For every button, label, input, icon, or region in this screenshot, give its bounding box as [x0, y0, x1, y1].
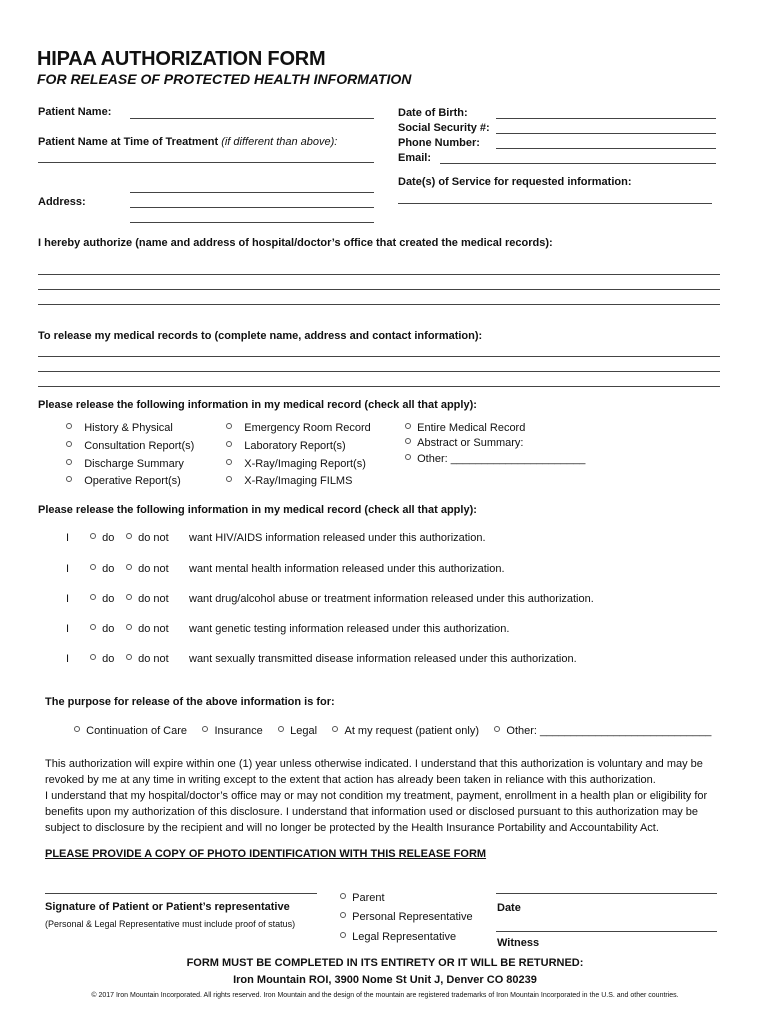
- patient-name-label: Patient Name:: [38, 106, 112, 118]
- do-not-option[interactable]: do not: [126, 532, 169, 544]
- patient-name-field[interactable]: [130, 118, 374, 119]
- checkbox-icon: [278, 726, 284, 732]
- checkbox-icon: [126, 654, 132, 660]
- witness-label: Witness: [497, 937, 540, 949]
- checkbox-icon: [66, 459, 72, 465]
- do-option[interactable]: do: [90, 653, 114, 665]
- date-field[interactable]: [496, 893, 717, 894]
- copyright-text: © 2017 Iron Mountain Incorporated. All rights reserved. Iron Mountain and the design of the mountain are registered trademarks of Iron Mountain Incorporated in the U.S. and other countries.: [91, 992, 679, 999]
- checkbox-icon: [90, 654, 96, 660]
- checkbox-entire-record[interactable]: Entire Medical Record: [405, 422, 525, 434]
- authorize-field-1[interactable]: [38, 274, 720, 275]
- role-personal-representative[interactable]: Personal Representative: [340, 911, 473, 923]
- purpose-legal[interactable]: Legal: [278, 725, 317, 737]
- return-address: Iron Mountain ROI, 3900 Nome St Unit J, Denver CO 80239: [233, 974, 537, 986]
- dob-field[interactable]: [496, 118, 716, 119]
- checkbox-icon: [90, 564, 96, 570]
- do-option[interactable]: do: [90, 563, 114, 575]
- patient-name-at-treatment-label: Patient Name at Time of Treatment (if different than above):: [38, 136, 338, 148]
- dob-label: Date of Birth:: [398, 107, 468, 119]
- checkbox-history-physical[interactable]: History & Physical: [66, 422, 173, 434]
- role-legal-representative[interactable]: Legal Representative: [340, 931, 456, 943]
- checkbox-icon: [340, 932, 346, 938]
- release-to-field-1[interactable]: [38, 356, 720, 357]
- checkbox-icon: [340, 893, 346, 899]
- sensitive-row-text: want mental health information released under this authorization.: [189, 563, 505, 575]
- date-label: Date: [497, 902, 521, 914]
- authorize-field-2[interactable]: [38, 289, 720, 290]
- checkbox-icon: [90, 533, 96, 539]
- purpose-options: [74, 725, 711, 737]
- do-not-option[interactable]: do not: [126, 653, 169, 665]
- do-not-option[interactable]: do not: [126, 563, 169, 575]
- checkbox-operative[interactable]: Operative Report(s): [66, 475, 181, 487]
- checkbox-icon: [66, 476, 72, 482]
- do-option[interactable]: do: [90, 623, 114, 635]
- checkbox-consultation[interactable]: Consultation Report(s): [66, 440, 194, 452]
- do-not-option[interactable]: do not: [126, 623, 169, 635]
- purpose-at-my-request[interactable]: At my request (patient only): [332, 725, 479, 737]
- checkbox-icon: [126, 594, 132, 600]
- address-field-2[interactable]: [130, 207, 374, 208]
- release-info-heading: Please release the following information in my medical record (check all that apply):: [38, 399, 477, 411]
- checkbox-icon: [66, 423, 72, 429]
- purpose-continuation-of-care[interactable]: Continuation of Care: [74, 725, 187, 737]
- sensitive-row: I do do not want mental health information released under this authorization.: [66, 563, 505, 575]
- sensitive-row: I do do not want sexually transmitted disease information released under this authorization.: [66, 653, 577, 665]
- do-option[interactable]: do: [90, 593, 114, 605]
- checkbox-icon: [405, 454, 411, 460]
- signature-label: Signature of Patient or Patient’s representative: [45, 901, 290, 913]
- photo-id-notice: PLEASE PROVIDE A COPY OF PHOTO IDENTIFICATION WITH THIS RELEASE FORM: [45, 848, 487, 860]
- do-not-option[interactable]: do not: [126, 593, 169, 605]
- authorize-field-3[interactable]: [38, 304, 720, 305]
- email-field[interactable]: [440, 163, 716, 164]
- completion-notice: FORM MUST BE COMPLETED IN ITS ENTIRETY OR IT WILL BE RETURNED:: [186, 957, 584, 969]
- address-field-3[interactable]: [130, 222, 374, 223]
- checkbox-icon: [226, 423, 232, 429]
- sensitive-info-heading: Please release the following information in my medical record (check all that apply):: [38, 504, 477, 516]
- release-to-field-2[interactable]: [38, 371, 720, 372]
- address-label: Address:: [38, 196, 86, 208]
- checkbox-icon: [226, 441, 232, 447]
- checkbox-icon: [405, 438, 411, 444]
- consent-paragraph-2: I understand that my hospital/doctor’s office may or may not condition my treatment, payment, enrollment in a health plan or eligibility for benefits upon my authorization of this disclosure. I understand that information used or disclosed pursuant to this authorization may be subject to disclosure by the recipient and will no longer be protected by the Health Insurance Portability and Accountability Act.: [45, 790, 708, 834]
- checkbox-icon: [126, 533, 132, 539]
- checkbox-icon: [90, 594, 96, 600]
- checkbox-icon: [226, 476, 232, 482]
- checkbox-icon: [126, 564, 132, 570]
- checkbox-icon: [494, 726, 500, 732]
- sensitive-row: I do do not want drug/alcohol abuse or treatment information released under this authorization.: [66, 593, 594, 605]
- checkbox-icon: [332, 726, 338, 732]
- email-label: Email:: [398, 152, 432, 164]
- sensitive-row-text: want sexually transmitted disease information released under this authorization.: [189, 653, 577, 665]
- consent-text: [45, 756, 735, 836]
- phone-field[interactable]: [496, 148, 716, 149]
- checkbox-icon: [90, 624, 96, 630]
- form-title: HIPAA AUTHORIZATION FORM: [37, 48, 326, 70]
- consent-paragraph-1: This authorization will expire within one (1) year unless otherwise indicated. I understand that this authorization is voluntary and may be revoked by me at any time in writing except to the extent that action has already been taken in reliance with this authorization.: [45, 758, 703, 786]
- checkbox-xray-report[interactable]: X-Ray/Imaging Report(s): [226, 458, 366, 470]
- checkbox-discharge[interactable]: Discharge Summary: [66, 458, 184, 470]
- purpose-heading: The purpose for release of the above information is for:: [45, 696, 335, 708]
- service-dates-label: Date(s) of Service for requested information:: [398, 176, 632, 188]
- witness-field[interactable]: [496, 931, 717, 932]
- service-dates-field[interactable]: [398, 203, 712, 204]
- sensitive-row: I do do not want genetic testing information released under this authorization.: [66, 623, 510, 635]
- purpose-other[interactable]: Other: ____________________________: [494, 725, 711, 737]
- do-option[interactable]: do: [90, 532, 114, 544]
- patient-name-at-treatment-field[interactable]: [38, 162, 374, 163]
- checkbox-emergency-room[interactable]: Emergency Room Record: [226, 422, 371, 434]
- checkbox-xray-films[interactable]: X-Ray/Imaging FILMS: [226, 475, 352, 487]
- form-subtitle: FOR RELEASE OF PROTECTED HEALTH INFORMATION: [37, 71, 412, 87]
- release-to-label: To release my medical records to (complete name, address and contact information):: [38, 330, 483, 342]
- address-field-1[interactable]: [130, 192, 374, 193]
- checkbox-icon: [66, 441, 72, 447]
- checkbox-icon: [405, 423, 411, 429]
- signature-note: (Personal & Legal Representative must include proof of status): [45, 919, 296, 929]
- authorize-label: I hereby authorize (name and address of hospital/doctor’s office that created the medical records):: [38, 237, 553, 249]
- sensitive-row-text: want HIV/AIDS information released under this authorization.: [189, 532, 486, 544]
- checkbox-icon: [74, 726, 80, 732]
- checkbox-laboratory[interactable]: Laboratory Report(s): [226, 440, 346, 452]
- checkbox-other[interactable]: Other: ______________________: [405, 453, 585, 465]
- checkbox-icon: [202, 726, 208, 732]
- checkbox-icon: [340, 912, 346, 918]
- checkbox-icon: [226, 459, 232, 465]
- ssn-label: Social Security #:: [398, 122, 490, 134]
- signature-field[interactable]: [45, 893, 317, 894]
- checkbox-abstract-summary[interactable]: Abstract or Summary:: [405, 437, 523, 449]
- sensitive-row-text: want genetic testing information released under this authorization.: [189, 623, 510, 635]
- purpose-insurance[interactable]: Insurance: [202, 725, 262, 737]
- sensitive-row: I do do not want HIV/AIDS information released under this authorization.: [66, 532, 486, 544]
- checkbox-icon: [126, 624, 132, 630]
- phone-label: Phone Number:: [398, 137, 480, 149]
- ssn-field[interactable]: [496, 133, 716, 134]
- sensitive-row-text: want drug/alcohol abuse or treatment information released under this authorization.: [189, 593, 594, 605]
- role-parent[interactable]: Parent: [340, 892, 385, 904]
- release-to-field-3[interactable]: [38, 386, 720, 387]
